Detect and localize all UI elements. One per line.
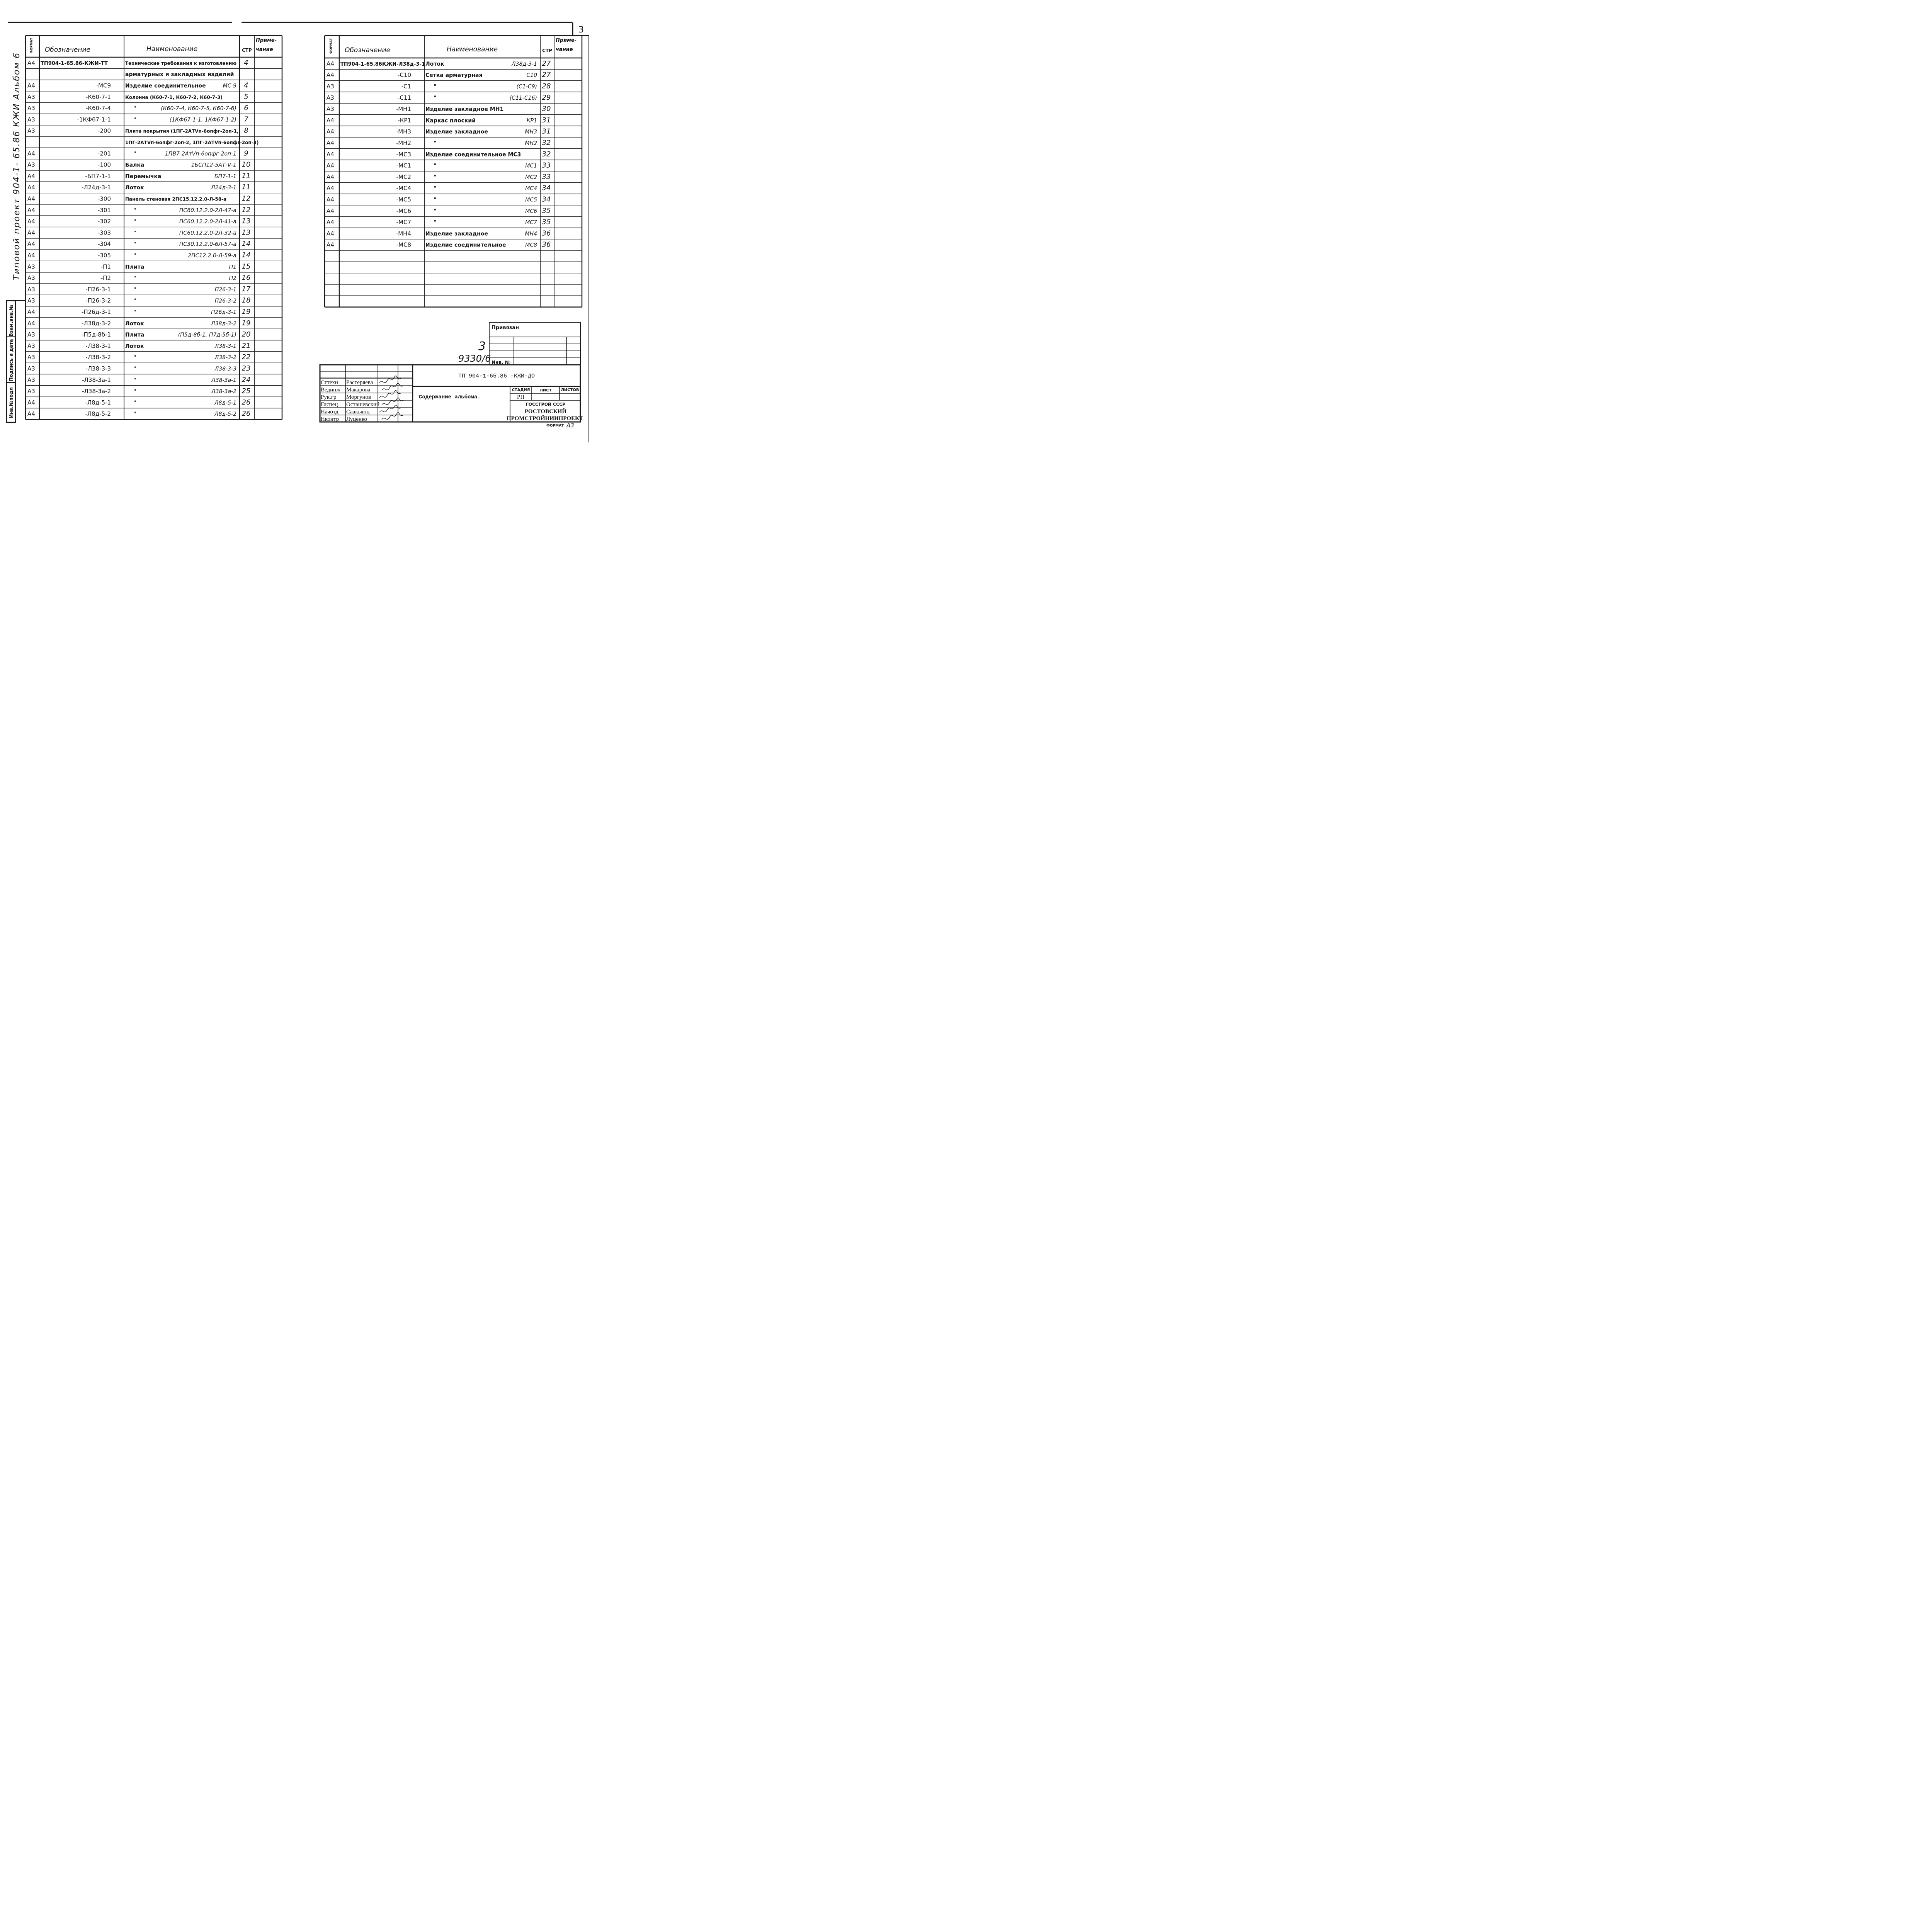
row-page: 36 bbox=[542, 229, 551, 238]
row-format: А3 bbox=[27, 376, 35, 384]
row-value: Л8д-5-1 bbox=[214, 400, 236, 406]
row-designation: -С1 bbox=[401, 83, 411, 90]
approval-strip-label: Подпись и дата bbox=[9, 339, 14, 381]
row-page: 34 bbox=[542, 184, 551, 192]
row-value: МС6 bbox=[525, 208, 537, 214]
row-name: " bbox=[434, 219, 437, 226]
row-name: " bbox=[133, 117, 136, 123]
organization-line3: ПРОМСТРОЙНИИПРОЕКТ bbox=[506, 415, 583, 422]
row-value: ПС60.12.2.0-2Л-41-а bbox=[179, 219, 236, 225]
row-name: Перемычка bbox=[125, 173, 162, 180]
row-format: А4 bbox=[27, 229, 35, 236]
row-page: 30 bbox=[542, 105, 551, 113]
row-format: А4 bbox=[327, 151, 334, 158]
row-designation: -КР1 bbox=[398, 117, 411, 124]
column-header-note: Приме- bbox=[256, 37, 277, 43]
row-value: (1КФ67-1-1, 1КФ67-1-2) bbox=[169, 117, 236, 123]
signature-role: Вединж bbox=[321, 387, 340, 393]
row-format: А3 bbox=[27, 388, 35, 395]
row-name: " bbox=[133, 298, 136, 304]
row-name: Технические требования к изготовлению bbox=[125, 60, 237, 66]
row-designation: -П26-3-2 bbox=[85, 297, 111, 304]
row-designation: -305 bbox=[97, 252, 111, 259]
row-format: А3 bbox=[27, 127, 35, 134]
row-page: 24 bbox=[242, 376, 251, 384]
row-format: А3 bbox=[27, 105, 35, 112]
row-value: Л38-3а-1 bbox=[211, 377, 236, 384]
row-format: А4 bbox=[327, 173, 334, 180]
row-format: А4 bbox=[27, 206, 35, 214]
row-designation: -Л8д-5-1 bbox=[85, 399, 111, 406]
row-format: А3 bbox=[27, 286, 35, 293]
row-page: 33 bbox=[542, 172, 551, 181]
row-format: А4 bbox=[27, 308, 35, 316]
row-name: " bbox=[133, 219, 136, 225]
row-name: Изделие соединительное bbox=[125, 83, 206, 89]
row-value: (К60-7-4, К60-7-5, К60-7-6) bbox=[161, 105, 236, 112]
row-format: А4 bbox=[27, 410, 35, 418]
organization-line2: РОСТОВСКИЙ bbox=[524, 408, 567, 415]
row-value: БП7-1-1 bbox=[214, 173, 236, 180]
row-name: Изделие закладное МН1 bbox=[425, 106, 504, 113]
row-designation: -Л24д-3-1 bbox=[81, 184, 111, 191]
row-name: " bbox=[133, 411, 136, 418]
row-name: Лоток bbox=[125, 343, 144, 350]
row-designation: -П26-3-1 bbox=[85, 286, 111, 293]
row-page: 31 bbox=[542, 116, 551, 124]
row-format: А3 bbox=[327, 105, 334, 113]
row-name: Лоток bbox=[125, 320, 144, 327]
row-page: 29 bbox=[542, 93, 551, 102]
row-page: 6 bbox=[244, 104, 248, 112]
right-contents-table bbox=[325, 36, 582, 307]
row-designation: ТП904-1-65.86КЖИ-Л38д-3-1 bbox=[340, 61, 425, 67]
row-designation: -МС5 bbox=[396, 196, 411, 203]
row-designation: -Л38-3-3 bbox=[85, 365, 111, 372]
row-format: А3 bbox=[27, 297, 35, 304]
row-page: 33 bbox=[542, 161, 551, 170]
row-page: 8 bbox=[244, 126, 248, 135]
row-value: КР1 bbox=[526, 117, 537, 124]
row-format: А4 bbox=[27, 184, 35, 191]
row-value: Л8д-5-2 bbox=[214, 411, 236, 418]
row-page: 11 bbox=[242, 172, 251, 180]
row-format: А4 bbox=[27, 252, 35, 259]
row-name: " bbox=[434, 197, 437, 203]
drawing-sheet bbox=[0, 0, 606, 444]
row-value: П2 bbox=[229, 275, 236, 282]
row-name: Лоток bbox=[425, 61, 444, 67]
row-page: 31 bbox=[542, 127, 551, 136]
sheets-label: ЛИСТОВ bbox=[561, 388, 579, 392]
inventory-label: Инв. № bbox=[492, 360, 511, 365]
row-page: 36 bbox=[542, 240, 551, 249]
row-designation: -200 bbox=[97, 127, 111, 134]
row-name: " bbox=[133, 366, 136, 372]
row-page: 14 bbox=[242, 251, 251, 260]
row-page: 21 bbox=[242, 342, 251, 350]
row-value: ПС60.12.2.0-2Л-47-а bbox=[179, 207, 236, 214]
row-value: МС1 bbox=[525, 163, 537, 169]
row-format: А3 bbox=[327, 83, 334, 90]
row-designation: -МС9 bbox=[96, 82, 111, 89]
row-format: А4 bbox=[27, 59, 35, 66]
row-format: А4 bbox=[327, 60, 334, 67]
signature-role: Начотд bbox=[321, 409, 338, 415]
column-header-designation: Обозначение bbox=[45, 46, 90, 54]
row-page: 13 bbox=[242, 228, 251, 237]
row-value: МС4 bbox=[525, 185, 537, 192]
row-value: Л38-3-3 bbox=[214, 366, 236, 372]
row-name: " bbox=[133, 309, 136, 316]
row-format: А4 bbox=[27, 399, 35, 406]
handwritten-number: 3 bbox=[478, 340, 486, 353]
signature-scribble bbox=[382, 413, 403, 420]
approval-strip-label: Взам.инв.№ bbox=[9, 305, 14, 337]
row-name: " bbox=[133, 400, 136, 406]
row-page: 19 bbox=[242, 308, 251, 316]
column-header-note: Приме- bbox=[556, 37, 577, 43]
signature-role: Нконтр bbox=[321, 416, 339, 422]
signature-name: Осташевский bbox=[346, 401, 380, 408]
row-value: С10 bbox=[526, 72, 537, 79]
row-value: Л38д-3-1 bbox=[512, 61, 537, 67]
row-designation: -1КФ67-1-1 bbox=[77, 116, 111, 123]
row-page: 18 bbox=[242, 296, 251, 305]
row-designation: -МС7 bbox=[396, 219, 411, 226]
row-designation: -БП7-1-1 bbox=[85, 172, 111, 180]
row-page: 9 bbox=[244, 149, 248, 158]
row-designation: -304 bbox=[97, 240, 111, 248]
page-number: 3 bbox=[578, 25, 584, 35]
row-page: 35 bbox=[542, 218, 551, 226]
row-format: А4 bbox=[327, 219, 334, 226]
row-designation: -МН4 bbox=[396, 230, 411, 237]
row-name: " bbox=[133, 253, 136, 259]
row-designation: -П5д-8б-1 bbox=[82, 331, 111, 338]
row-page: 16 bbox=[242, 274, 251, 282]
row-name: " bbox=[133, 354, 136, 361]
row-page: 5 bbox=[244, 92, 248, 101]
row-value: (С1-С9) bbox=[516, 83, 537, 90]
row-format: А4 bbox=[327, 207, 334, 214]
row-value: МН2 bbox=[525, 140, 537, 147]
title-block bbox=[320, 365, 583, 422]
row-designation: -303 bbox=[97, 229, 111, 236]
row-value: Л24д-3-1 bbox=[211, 185, 236, 191]
document-code: ТП 904-1-65.86 -КЖИ-ДО bbox=[458, 373, 535, 379]
album-title: Типовой проект 904-1- 65.86 КЖИ Альбом 6 bbox=[12, 52, 22, 280]
row-format: А3 bbox=[27, 263, 35, 270]
row-designation: -201 bbox=[97, 150, 111, 157]
row-format: А4 bbox=[327, 128, 334, 135]
signature-role: Глспец bbox=[321, 401, 338, 408]
row-designation: -Л8д-5-2 bbox=[85, 410, 111, 418]
row-designation: -Л38-3а-2 bbox=[82, 388, 111, 395]
row-value: Л38-3а-2 bbox=[211, 388, 236, 395]
row-name: Сетка арматурная bbox=[425, 72, 483, 79]
signature-rows bbox=[320, 376, 413, 422]
row-page: 27 bbox=[542, 71, 551, 79]
row-format: А4 bbox=[327, 139, 334, 147]
row-designation: -МН3 bbox=[396, 128, 411, 135]
row-name: Плита покрытия (1ПГ-2АТⅤп-6опфг-2оп-1, bbox=[125, 128, 239, 134]
row-name: Изделие закладное bbox=[425, 129, 488, 135]
row-name: " bbox=[434, 95, 437, 101]
row-page: 26 bbox=[242, 410, 251, 418]
row-page: 7 bbox=[244, 115, 248, 124]
row-designation: -К60-7-4 bbox=[85, 105, 111, 112]
row-page: 26 bbox=[242, 398, 251, 406]
row-format: А4 bbox=[327, 117, 334, 124]
row-format: А4 bbox=[327, 162, 334, 169]
row-value: МС8 bbox=[525, 242, 537, 248]
row-format: А4 bbox=[27, 320, 35, 327]
row-page: 12 bbox=[242, 194, 251, 203]
row-name: " bbox=[133, 286, 136, 293]
row-designation: -П26д-3-1 bbox=[81, 308, 111, 316]
row-name: " bbox=[133, 151, 136, 157]
row-format: А4 bbox=[327, 230, 334, 237]
row-name: " bbox=[133, 388, 136, 395]
row-designation: -С10 bbox=[398, 71, 411, 79]
row-name: " bbox=[133, 275, 136, 282]
row-name: " bbox=[434, 174, 437, 180]
row-format: А3 bbox=[27, 274, 35, 282]
row-value: Л38-3-2 bbox=[214, 354, 236, 361]
row-page: 34 bbox=[542, 195, 551, 204]
row-format: А4 bbox=[27, 195, 35, 202]
row-format: А4 bbox=[27, 172, 35, 180]
row-format: А4 bbox=[27, 240, 35, 248]
row-designation: -П1 bbox=[100, 263, 111, 270]
row-page: 14 bbox=[242, 240, 251, 248]
row-name: Колонна (К60-7-1, К60-7-2, К60-7-3) bbox=[125, 94, 223, 100]
row-designation: -Л38д-3-2 bbox=[81, 320, 111, 327]
row-value: ПС60.12.2.0-2Л-32-а bbox=[179, 230, 236, 236]
handwritten-code: 9330/6 bbox=[458, 353, 491, 364]
row-designation: -302 bbox=[97, 218, 111, 225]
row-page: 35 bbox=[542, 206, 551, 215]
row-name: " bbox=[133, 105, 136, 112]
row-page: 28 bbox=[542, 82, 551, 90]
row-value: 1БСП12-5АТ-Ⅴ-1 bbox=[191, 162, 236, 168]
row-name: " bbox=[133, 241, 136, 248]
row-page: 13 bbox=[242, 217, 251, 226]
column-header-note: чание bbox=[556, 47, 573, 53]
row-value: П26д-3-1 bbox=[211, 309, 236, 316]
row-page: 20 bbox=[242, 330, 251, 339]
row-page: 12 bbox=[242, 206, 251, 214]
row-page: 17 bbox=[242, 285, 251, 293]
row-name: 1ПГ-2АТⅤп-6опфг-2оп-2, 1ПГ-2АТⅤп-6опфг-2оп-3) bbox=[125, 140, 259, 146]
row-value: МС5 bbox=[525, 197, 537, 203]
organization-line1: ГОССТРОЙ СССР bbox=[526, 402, 566, 407]
row-page: 15 bbox=[242, 262, 251, 271]
row-designation: -МН1 bbox=[396, 105, 411, 113]
row-page: 27 bbox=[542, 59, 551, 68]
row-name: " bbox=[434, 208, 437, 214]
row-page: 22 bbox=[242, 353, 251, 361]
row-format: А3 bbox=[27, 342, 35, 350]
row-designation: -Л38-3а-1 bbox=[82, 376, 111, 384]
row-format: А3 bbox=[27, 116, 35, 123]
row-designation: -100 bbox=[97, 161, 111, 168]
row-value: МС 9 bbox=[223, 83, 236, 89]
row-designation: -МС1 bbox=[396, 162, 411, 169]
row-format: А4 bbox=[327, 196, 334, 203]
row-value: (С11-С16) bbox=[509, 95, 537, 101]
row-value: (П5д-8б-1, П7д-5б-1) bbox=[178, 332, 236, 338]
row-page: 19 bbox=[242, 319, 251, 327]
column-header-format: ФОРМАТ bbox=[30, 37, 33, 53]
row-format: А3 bbox=[27, 354, 35, 361]
row-designation: -301 bbox=[97, 206, 111, 214]
row-format: А4 bbox=[327, 185, 334, 192]
left-contents-table bbox=[26, 36, 282, 420]
stage-label: СТАДИЯ bbox=[512, 388, 530, 392]
row-designation: ТП904-1-65.86-КЖИ-ТТ bbox=[41, 60, 108, 66]
stage-value: РП bbox=[517, 394, 525, 400]
signature-role: Сттехн bbox=[321, 379, 338, 386]
row-name: " bbox=[434, 185, 437, 192]
signature-role: Рук.гр bbox=[321, 394, 337, 400]
row-name: арматурных и закладных изделий bbox=[125, 71, 234, 78]
row-value: Л38-3-1 bbox=[214, 343, 236, 350]
row-name: " bbox=[133, 207, 136, 214]
row-designation: -МС3 bbox=[396, 151, 411, 158]
row-designation: -МС4 bbox=[396, 185, 411, 192]
row-format: А3 bbox=[327, 94, 334, 101]
row-name: " bbox=[133, 377, 136, 384]
row-name: Лоток bbox=[125, 185, 144, 191]
row-value: П26-3-1 bbox=[214, 286, 236, 293]
row-value: Л38д-3-2 bbox=[211, 320, 236, 327]
row-format: А4 bbox=[27, 218, 35, 225]
format-value: А3 bbox=[566, 422, 574, 429]
row-page: 10 bbox=[242, 160, 251, 169]
signature-name: Луценко bbox=[346, 416, 367, 422]
privyazan-label: Привязан bbox=[492, 325, 519, 331]
row-name: Изделие соединительное bbox=[425, 242, 506, 248]
row-value: П26-3-2 bbox=[214, 298, 236, 304]
format-label: ФОРМАТ bbox=[546, 424, 564, 428]
row-format: А3 bbox=[27, 365, 35, 372]
column-header-name: Наименование bbox=[146, 45, 198, 53]
row-designation: -П2 bbox=[100, 274, 111, 282]
row-name: " bbox=[133, 230, 136, 236]
row-page: 4 bbox=[244, 58, 248, 67]
row-value: ПС30.12.2.0-6Л-57-а bbox=[179, 241, 236, 248]
row-format: А4 bbox=[327, 241, 334, 248]
row-format: А4 bbox=[27, 150, 35, 157]
privyazan-block bbox=[458, 322, 580, 365]
row-designation: -МС2 bbox=[396, 173, 411, 180]
row-format: А4 bbox=[327, 71, 334, 79]
row-name: " bbox=[434, 83, 437, 90]
row-value: МН3 bbox=[525, 129, 537, 135]
row-designation: -С11 bbox=[398, 94, 411, 101]
signature-name: Растеряева bbox=[346, 379, 373, 386]
row-name: Панель стеновая 2ПС15.12.2.0-Л-58-а bbox=[125, 196, 227, 202]
row-designation: -МН2 bbox=[396, 139, 411, 147]
row-value: 2ПС12.2.0-Л-59-а bbox=[188, 253, 236, 259]
signature-name: Саакьянц bbox=[346, 409, 370, 415]
row-value: МС7 bbox=[525, 219, 537, 226]
signature-name: Макарова bbox=[346, 387, 371, 393]
row-value: МС2 bbox=[525, 174, 537, 180]
column-header-note: чание bbox=[256, 47, 273, 53]
row-page: 32 bbox=[542, 139, 551, 147]
row-designation: -МС8 bbox=[396, 241, 411, 248]
column-header-page: СТР bbox=[242, 48, 252, 53]
row-name: " bbox=[434, 163, 437, 169]
page-number-box bbox=[573, 22, 589, 36]
row-name: Плита bbox=[125, 264, 145, 270]
approval-strip-label: Инв.№подл bbox=[9, 387, 14, 418]
column-header-page: СТР bbox=[542, 48, 552, 53]
row-name: Изделие закладное bbox=[425, 231, 488, 237]
sheet-title: Содержание альбома. bbox=[419, 394, 481, 400]
column-header-designation: Обозначение bbox=[345, 46, 390, 54]
row-name: Изделие соединительное МС3 bbox=[425, 151, 521, 158]
row-page: 25 bbox=[242, 387, 251, 395]
row-page: 23 bbox=[242, 364, 251, 373]
row-name: Балка bbox=[125, 162, 145, 168]
row-designation: -МС6 bbox=[396, 207, 411, 214]
approval-strip bbox=[7, 301, 26, 422]
sheet-label: ЛИСТ bbox=[539, 388, 552, 393]
row-name: " bbox=[434, 140, 437, 147]
row-name: Каркас плоский bbox=[425, 117, 476, 124]
column-header-name: Наименование bbox=[447, 46, 498, 53]
signature-scribble bbox=[382, 398, 403, 405]
row-format: А3 bbox=[27, 331, 35, 338]
row-page: 32 bbox=[542, 150, 551, 158]
row-value: 1ПВ7-2АтⅤп-6опфг-2оп-1 bbox=[165, 151, 236, 157]
row-designation: -Л38-3-1 bbox=[85, 342, 111, 350]
row-name: Плита bbox=[125, 332, 145, 338]
signature-scribble bbox=[382, 383, 403, 390]
row-page: 4 bbox=[244, 81, 248, 90]
row-page: 11 bbox=[242, 183, 251, 192]
row-designation: -Л38-3-2 bbox=[85, 354, 111, 361]
row-designation: -К60-7-1 bbox=[85, 93, 111, 100]
row-value: МН4 bbox=[525, 231, 537, 237]
column-header-format: ФОРМАТ bbox=[329, 38, 333, 54]
signature-name: Моргунов bbox=[346, 394, 371, 400]
row-format: А4 bbox=[27, 82, 35, 89]
row-value: П1 bbox=[229, 264, 236, 270]
row-format: А3 bbox=[27, 161, 35, 168]
row-designation: -300 bbox=[97, 195, 111, 202]
row-format: А3 bbox=[27, 93, 35, 100]
